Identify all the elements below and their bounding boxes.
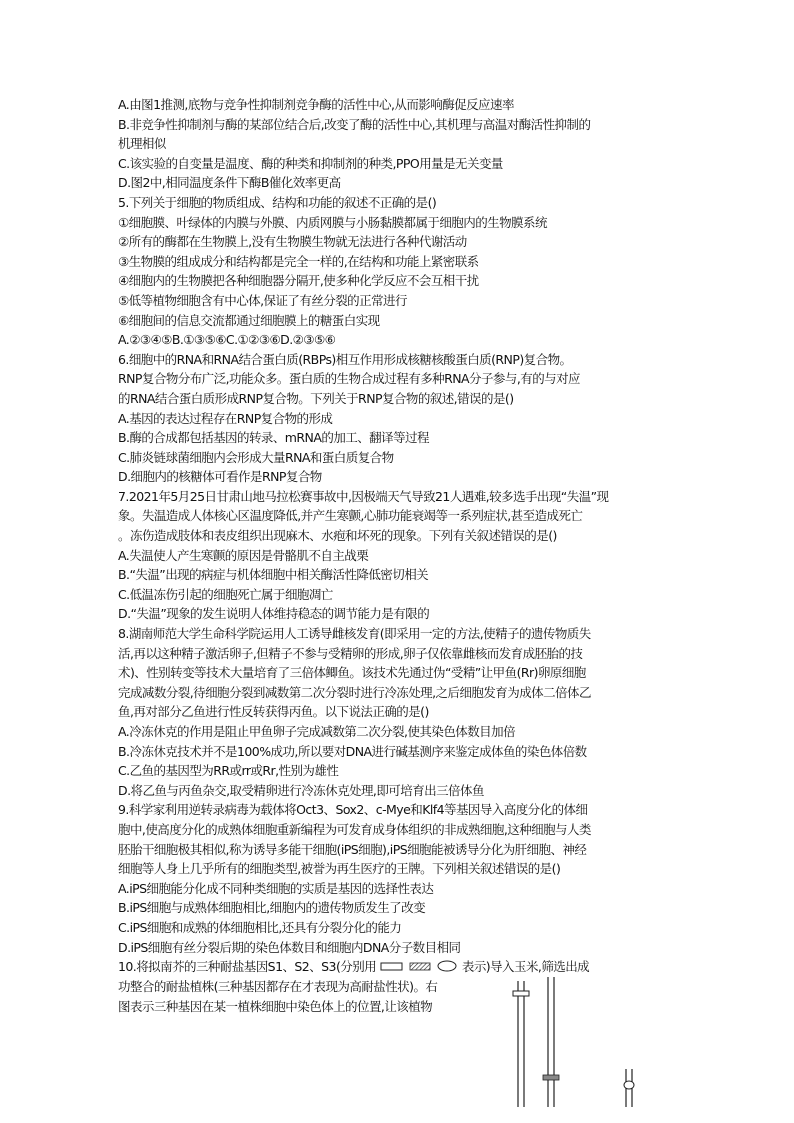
text-line: 完成减数分裂,待细胞分裂到减数第二次分裂时进行冷冻处理,之后细胞发育为成体二倍体乙 (118, 684, 591, 700)
text-line: A.冷冻休克的作用是阻止甲鱼卵子完成减数第二次分裂,使其染色体数目加倍 (118, 724, 516, 739)
text-line: 机理相似 (118, 136, 166, 152)
s3-ellipse-symbol (436, 958, 458, 978)
text-line: C.乙鱼的基因型为RR或rr或Rr,性别为雄性 (118, 763, 339, 779)
text-line: C.iPS细胞和成熟的体细胞相比,还具有分裂分化的能力 (118, 919, 402, 935)
text-line: 术)、性别转变等技术大量培育了三倍体鲫鱼。该技术先通过伪“受精”让甲鱼(Rr)卵原细胞 (118, 665, 586, 681)
text-line: D.“失温”现象的发生说明人体维持稳态的调节能力是有限的 (118, 606, 430, 622)
chromosome-figure (508, 957, 678, 1107)
question-10 (118, 957, 678, 1016)
text-line: 8.湖南师范大学生命科学院运用人工诱导雌核发育(即采用一定的方法,使精子的遗传物质失 (118, 626, 591, 642)
text-line: RNP复合物分布广泛,功能众多。蛋白质的生物合成过程有多种RNA分子参与,有的与对应 (118, 371, 581, 387)
s2-hatched-rectangle-symbol (407, 958, 433, 978)
q10-text-part1: 10.将拟南芥的三种耐盐基因S1、S2、S3(分别用 (118, 959, 377, 975)
s1-rectangle-symbol (380, 958, 404, 978)
q10-line-3: 图表示三种基因在某一植株细胞中染色体上的位置,让该植物 (118, 999, 433, 1015)
text-line: D.将乙鱼与丙鱼杂交,取受精卵进行冷冻休克处理,即可培育出三倍体鱼 (118, 782, 484, 798)
text-line: D.图2中,相同温度条件下酶B催化效率更高 (118, 175, 341, 191)
text-line: A.失温使人产生寒颤的原因是骨骼肌不自主战栗 (118, 547, 369, 563)
text-line: 象。失温造成人体核心区温度降低,并产生寒颤,心肺功能衰竭等一系列症状,甚至造成死亡 (118, 508, 583, 524)
text-line: ①细胞膜、叶绿体的内膜与外膜、内质网膜与小肠黏膜都属于细胞内的生物膜系统 (118, 214, 547, 230)
text-line: D.iPS细胞有丝分裂后期的染色体数目和细胞内DNA分子数目相同 (118, 939, 461, 955)
text-line: B.酶的合成都包括基因的转录、mRNA的加工、翻译等过程 (118, 430, 429, 446)
text-line: B.“失温”出现的病症与机体细胞中相关酶活性降低密切相关 (118, 567, 429, 583)
text-line: C.该实验的自变量是温度、酶的种类和抑制剂的种类,PPO用量是无关变量 (118, 155, 503, 171)
text-line: D.细胞内的核糖体可看作是RNP复合物 (118, 469, 322, 485)
text-line: A.由图1推测,底物与竞争性抑制剂竞争酶的活性中心,从而影响酶促反应速率 (118, 97, 514, 112)
text-line: A.基因的表达过程存在RNP复合物的形成 (118, 410, 333, 426)
text-line: 9.科学家利用逆转录病毒为载体将Oct3、Sox2、c-Mye和Klf4等基因导入高度分化的体细 (118, 802, 588, 818)
text-line: ②所有的酶都在生物膜上,没有生物膜生物就无法进行各种代谢活动 (118, 234, 467, 250)
q10-text-part2: 表示)导入玉米,筛选出成 (461, 959, 590, 975)
document-page (118, 95, 678, 1017)
text-line: C.肺炎链球菌细胞内会形成大量RNA和蛋白质复合物 (118, 449, 394, 465)
text-line: B.冷冻休克技术并不是100%成功,所以要对DNA进行碱基测序来鉴定成体鱼的染色体倍数 (118, 743, 587, 759)
text-line: A.iPS细胞能分化成不同种类细胞的实质是基因的选择性表达 (118, 880, 434, 896)
text-line: C.低温冻伤引起的细胞死亡属于细胞凋亡 (118, 586, 333, 602)
text-line: 活,再以这种精子激活卵子,但精子不参与受精卵的形成,卵子仅依靠雌核而发育成胚胎的技 (118, 645, 583, 661)
text-line: 5.下列关于细胞的物质组成、结构和功能的叙述不正确的是() (118, 194, 437, 210)
text-line: B.非竞争性抑制剂与酶的某部位结合后,改变了酶的活性中心,其机理与高温对酶活性抑制的 (118, 116, 591, 132)
text-line: ⑥细胞间的信息交流都通过细胞膜上的糖蛋白实现 (118, 312, 380, 328)
text-line: ③生物膜的组成成分和结构都是完全一样的,在结构和功能上紧密联系 (118, 253, 479, 269)
text-line: 的RNA结合蛋白质形成RNP复合物。下列关于RNP复合物的叙述,错误的是() (118, 390, 514, 406)
text-line: 细胞等人身上几乎所有的细胞类型,被誉为再生医疗的王牌。下列相关叙述错误的是() (118, 861, 561, 877)
text-lines (118, 95, 678, 957)
text-line: 胚胎干细胞极其相似,称为诱导多能干细胞(iPS细胞),iPS细胞能被诱导分化为肝细胞、神经 (118, 841, 587, 857)
text-line: 6.细胞中的RNA和RNA结合蛋白质(RBPs)相互作用形成核糖核酸蛋白质(RNP)复合物。 (118, 351, 572, 367)
text-line: ④细胞内的生物膜把各种细胞器分隔开,使多种化学反应不会互相干扰 (118, 273, 479, 289)
text-line: 7.2021年5月25日甘肃山地马拉松赛事故中,因极端天气导致21人遇难,较多选手出现“失温”现 (118, 488, 609, 504)
text-line: 。冻伤造成肢体和表皮组织出现麻木、水疱和坏死的现象。下列有关叙述错误的是() (118, 528, 557, 544)
text-line: 鱼,再对部分乙鱼进行性反转获得丙鱼。以下说法正确的是() (118, 704, 429, 720)
text-line: 胞中,使高度分化的成熟体细胞重新编程为可发育成身体组织的非成熟细胞,这种细胞与人类 (118, 821, 591, 837)
q10-line-2: 功整合的耐盐植株(三种基因都存在才表现为高耐盐性状)。右 (118, 979, 438, 995)
text-line: B.iPS细胞与成熟体细胞相比,细胞内的遗传物质发生了改变 (118, 900, 426, 916)
text-line: A.②③④⑤B.①③⑤⑥C.①②③⑥D.②③⑤⑥ (118, 332, 336, 348)
text-line: ⑤低等植物细胞含有中心体,保证了有丝分裂的正常进行 (118, 292, 407, 308)
